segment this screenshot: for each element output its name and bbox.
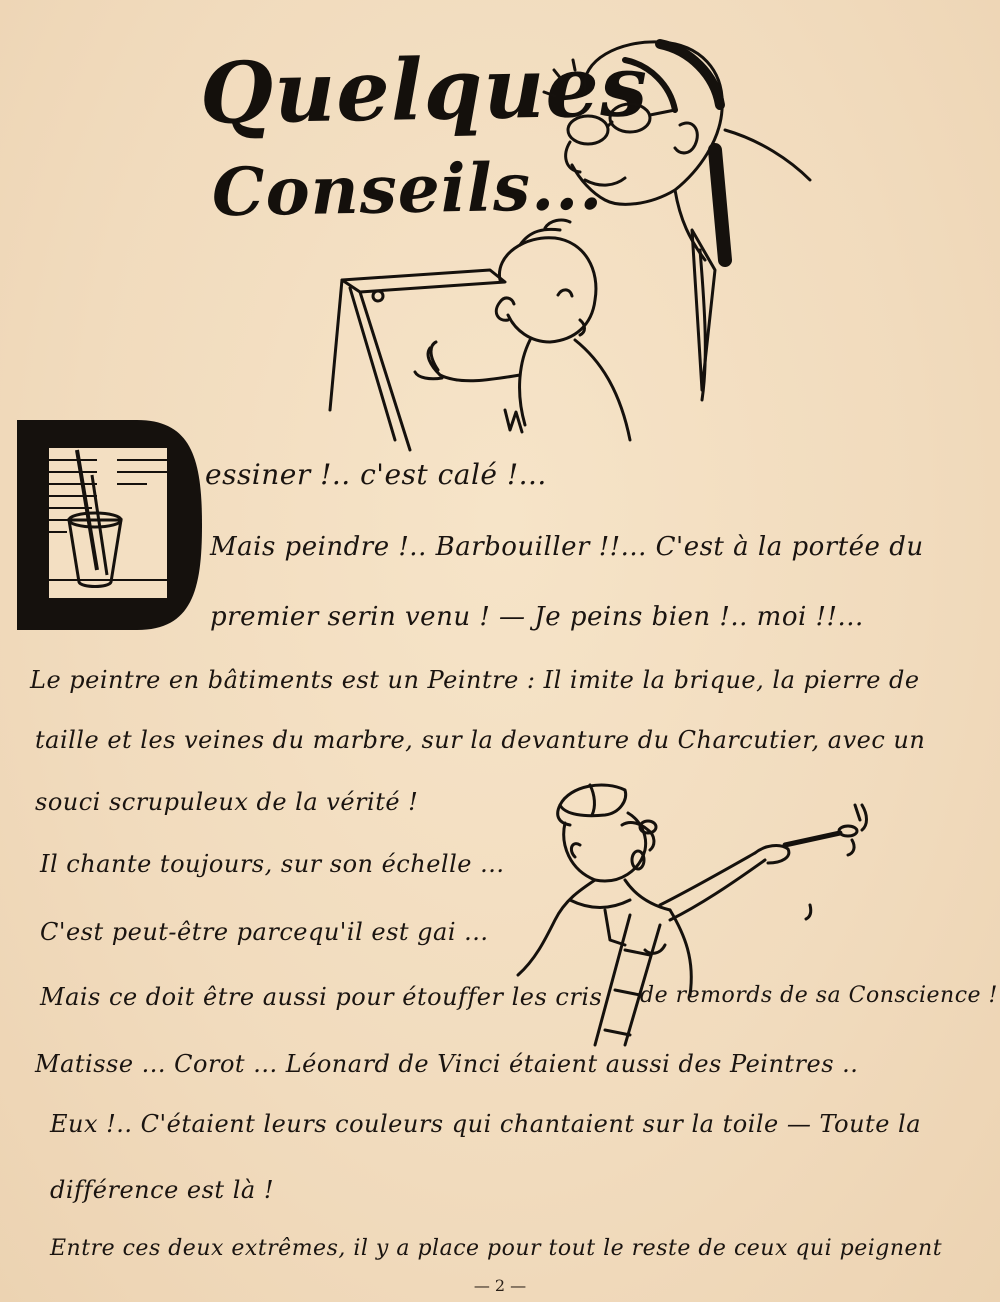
text-line: taille et les veines du marbre, sur la devanture du Charcutier, avec un [35,726,926,754]
glass-with-brushes-dropcap [17,420,202,630]
page-title-line-2: Conseils... [211,146,604,232]
text-line: Eux !.. C'étaient leurs couleurs qui chantaient sur la toile — Toute la [50,1110,922,1138]
teacher-and-child-drawing-illustration [330,30,830,460]
text-line: C'est peut-être parcequ'il est gai ... [40,918,489,946]
text-line: Le peintre en bâtiments est un Peintre : Il imite la brique, la pierre de [30,666,920,694]
page-number: — 2 — [473,1276,527,1295]
text-line: Mais peindre !.. Barbouiller !!... C'est à la portée du [210,532,924,562]
text-line: premier serin venu ! — Je peins bien !.. moi !!... [210,602,864,632]
text-line: Matisse ... Corot ... Léonard de Vinci étaient aussi des Peintres .. [35,1050,859,1078]
text-line: de remords de sa Conscience ! [640,983,998,1008]
text-line: Entre ces deux extrêmes, il y a place pour tout le reste de ceux qui peignent [50,1236,943,1261]
text-line: essiner !.. c'est calé !... [205,458,547,491]
text-line: Mais ce doit être aussi pour étouffer les cris [40,983,603,1011]
page-title-line-1: Quelques [199,36,649,143]
text-line: Il chante toujours, sur son échelle ... [40,850,505,878]
text-line: souci scrupuleux de la vérité ! [35,788,419,816]
text-line: différence est là ! [50,1176,274,1204]
